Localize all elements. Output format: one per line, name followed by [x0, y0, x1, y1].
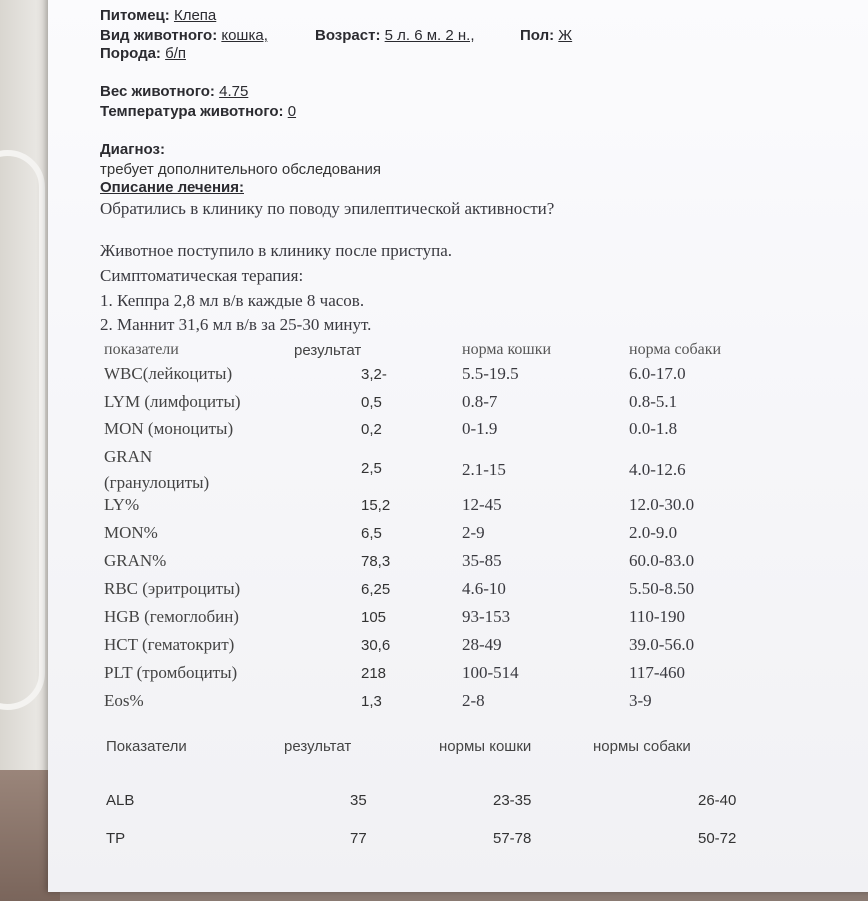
blood-row-name: WBC(лейкоциты)	[104, 364, 233, 383]
blood-row-dog-norm: 60.0-83.0	[629, 551, 695, 570]
blood-row-dog-norm: 4.0-12.6	[629, 460, 686, 479]
blood-row-cat-norm: 5.5-19.5	[462, 364, 519, 383]
weight-line	[100, 83, 248, 100]
blood-row-dog-norm: 39.0-56.0	[629, 635, 695, 654]
blood-row-cat-norm: 0-1.9	[462, 419, 498, 438]
bio-header-dog: нормы собаки	[593, 738, 691, 755]
blood-row-result: 2,5	[361, 460, 382, 477]
blood-row-result: 6,25	[361, 581, 391, 598]
breed-value: б/п	[165, 45, 186, 62]
blood-row-dog-norm: 6.0-17.0	[629, 364, 686, 383]
species-line	[100, 27, 268, 44]
pet-line	[100, 7, 216, 24]
breed-line	[100, 45, 186, 62]
pet-label: Питомец:	[100, 7, 170, 24]
bio-header-result: результат	[284, 738, 352, 755]
blood-row-cat-norm: 0.8-7	[462, 392, 498, 411]
blood-header-indicator: показатели	[104, 341, 179, 358]
blood-row-cat-norm: 2-8	[462, 691, 485, 710]
blood-row-result: 15,2	[361, 497, 391, 514]
document-page	[48, 0, 868, 892]
sex-label: Пол:	[520, 27, 555, 44]
blood-row-result: 6,5	[361, 525, 382, 542]
weight-label: Вес животного:	[100, 83, 215, 100]
blood-row-dog-norm: 12.0-30.0	[629, 495, 695, 514]
treatment-label: Описание лечения:	[100, 179, 244, 196]
treatment-line: 1. Кеппра 2,8 мл в/в каждые 8 часов.	[100, 291, 365, 310]
blood-row-cat-norm: 28-49	[462, 635, 502, 654]
bio-header-indicator: Показатели	[106, 738, 187, 755]
blood-row-dog-norm: 0.0-1.8	[629, 419, 678, 438]
blood-row-name: Eos%	[104, 691, 144, 710]
bio-row-dog-norm: 26-40	[698, 792, 737, 809]
treatment-line: Животное поступило в клинику после приступа.	[100, 241, 453, 260]
blood-header-cat: норма кошки	[462, 341, 552, 358]
blood-row-dog-norm: 117-460	[629, 663, 686, 682]
sex-line	[520, 27, 572, 44]
blood-row-dog-norm: 2.0-9.0	[629, 523, 678, 542]
blood-row-result: 30,6	[361, 637, 391, 654]
blood-row-result: 105	[361, 609, 387, 626]
species-label: Вид животного:	[100, 27, 218, 44]
pet-value: Клепа	[173, 7, 217, 24]
breed-label: Порода:	[100, 45, 161, 62]
blood-row-cat-norm: 93-153	[462, 607, 511, 626]
blood-row-name: GRAN	[104, 447, 153, 466]
treatment-line: Симптоматическая терапия:	[100, 266, 304, 285]
blood-row-dog-norm: 110-190	[629, 607, 686, 626]
temperature-label: Температура животного:	[100, 103, 284, 120]
blood-row-name: MON%	[104, 523, 158, 542]
blood-row-result: 0,5	[361, 394, 382, 411]
blood-row-name: MON (моноциты)	[104, 419, 234, 438]
blood-header-dog: норма собаки	[629, 341, 722, 358]
treatment-line: 2. Маннит 31,6 мл в/в за 25-30 минут.	[100, 315, 372, 334]
blood-row-name: PLT (тромбоциты)	[104, 663, 238, 682]
blood-row-cat-norm: 2-9	[462, 523, 485, 542]
blood-row-cat-norm: 35-85	[462, 551, 502, 570]
bio-row-name: TP	[106, 830, 126, 847]
blood-row-name: RBC (эритроциты)	[104, 579, 241, 598]
bio-row-cat-norm: 23-35	[493, 792, 532, 809]
bio-row-dog-norm: 50-72	[698, 830, 737, 847]
blood-row-cat-norm: 2.1-15	[462, 460, 506, 479]
blood-row-dog-norm: 0.8-5.1	[629, 392, 678, 411]
species-value: кошка,	[221, 27, 268, 44]
blood-row-result: 0,2	[361, 421, 382, 438]
blood-row-result: 3,2-	[361, 366, 387, 383]
blood-header-result: результат	[294, 342, 362, 359]
age-line	[315, 27, 475, 44]
background-frame	[0, 150, 45, 710]
age-value: 5 л. 6 м. 2 н.,	[384, 27, 475, 44]
blood-row-name: GRAN%	[104, 551, 167, 570]
diagnosis-value: требует дополнительного обследования	[100, 161, 381, 178]
blood-row-dog-norm: 3-9	[629, 691, 652, 710]
bio-header-cat: нормы кошки	[439, 738, 532, 755]
blood-row-name: HCT (гематокрит)	[104, 635, 235, 654]
blood-row-cat-norm: 12-45	[462, 495, 502, 514]
diagnosis-label: Диагноз:	[100, 141, 165, 158]
temperature-line	[100, 103, 296, 120]
sex-value: Ж	[558, 27, 573, 44]
blood-row-dog-norm: 5.50-8.50	[629, 579, 695, 598]
blood-row-cat-norm: 4.6-10	[462, 579, 506, 598]
blood-row-name-cont: (гранулоциты)	[104, 473, 210, 492]
bio-row-result: 77	[350, 830, 367, 847]
bio-row-name: ALB	[106, 792, 135, 809]
age-label: Возраст:	[315, 27, 381, 44]
bio-row-result: 35	[350, 792, 367, 809]
temperature-value: 0	[287, 103, 297, 120]
blood-row-name: LY%	[104, 495, 140, 514]
blood-row-result: 78,3	[361, 553, 391, 570]
blood-row-name: HGB (гемоглобин)	[104, 607, 239, 626]
blood-row-name: LYM (лимфоциты)	[104, 392, 241, 411]
blood-row-cat-norm: 100-514	[462, 663, 519, 682]
weight-value: 4.75	[219, 83, 249, 100]
blood-row-result: 218	[361, 665, 387, 682]
blood-row-result: 1,3	[361, 693, 382, 710]
bio-row-cat-norm: 57-78	[493, 830, 532, 847]
treatment-line: Обратились в клинику по поводу эпилептической активности?	[100, 199, 555, 218]
